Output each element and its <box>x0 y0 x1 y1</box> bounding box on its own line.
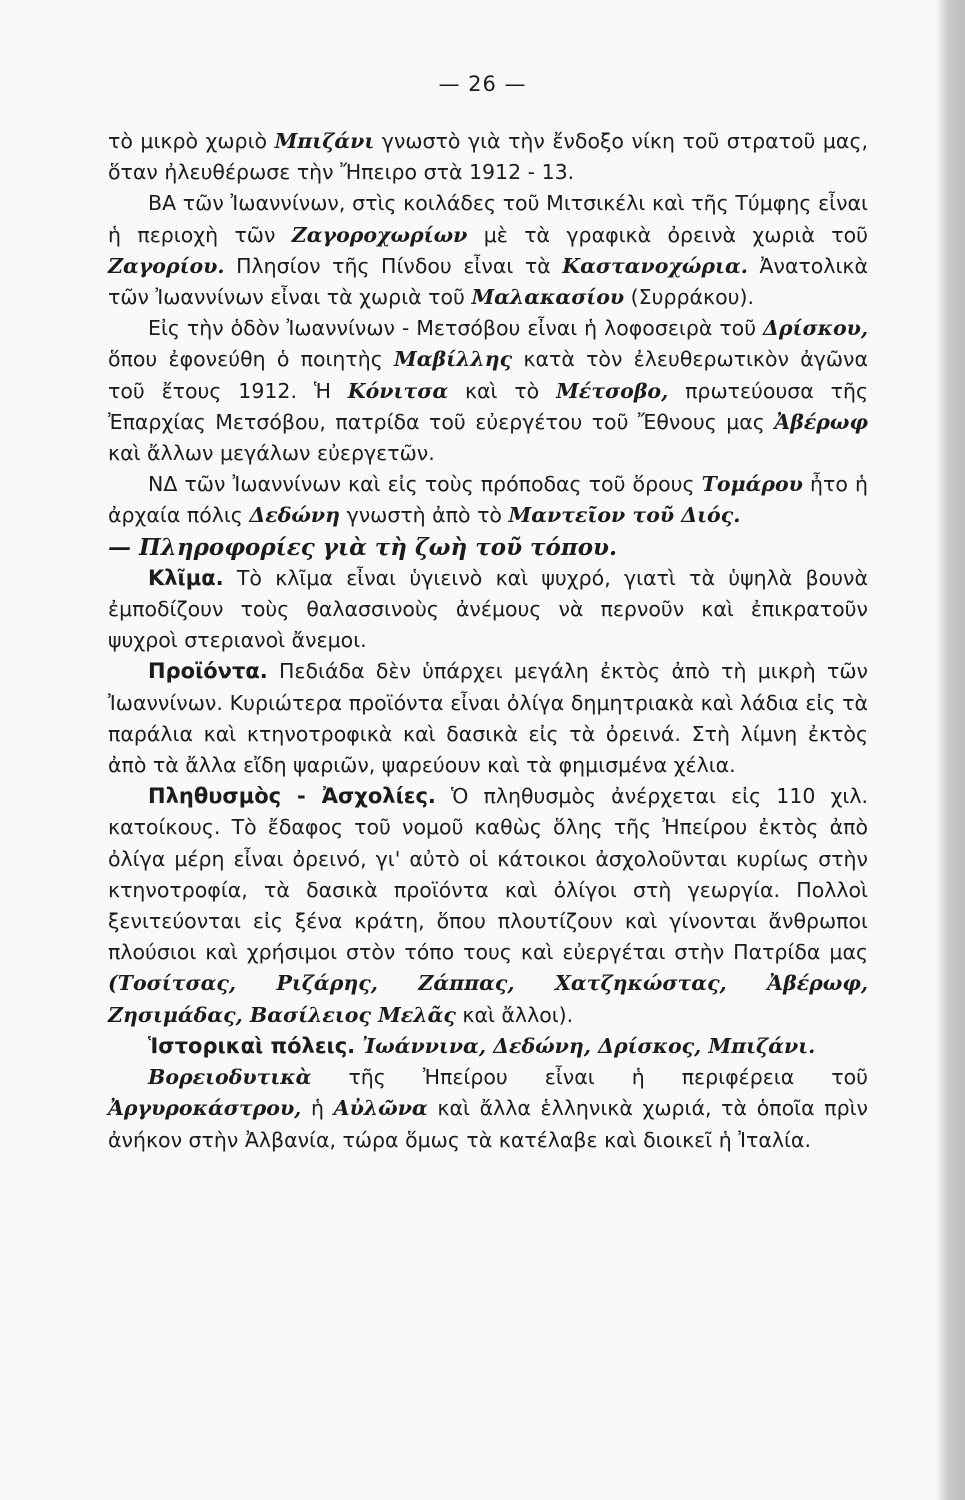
text-run: ΒΑ τῶν Ἰωαννίνων, στὶς κοιλάδες τοῦ Μιτσικέλι καὶ τῆς Τύμφης εἶναι ἡ περιοχὴ τῶν <box>108 191 868 247</box>
subheading: Πληθυσμὸς - Ἀσχολίες. <box>148 784 436 809</box>
text-run: πρωτεύουσα τῆς Ἐπαρχίας Μετσόβου, πατρίδα τοῦ εὐεργέτου τοῦ Ἔθνους μας <box>108 378 869 434</box>
paragraph-metsovo <box>108 313 868 469</box>
text-run: Τὸ κλῖμα εἶναι ὑγιεινὸ καὶ ψυχρό, γιατὶ τὰ ὑψηλὰ βουνὰ ἐμποδίζουν τοὺς θαλασσινοὺς ἀνέμους νὰ περνοῦν καὶ ἐπικρατοῦν ψυχροὶ στεριανοὶ ἄνεμοι. <box>108 565 868 653</box>
place-name: Ζαγοροχωρίων <box>291 222 468 247</box>
text-run: μὲ τὰ γραφικὰ ὀρεινὰ χωριὰ τοῦ <box>467 222 868 247</box>
text-run: τὸ μικρὸ χωριὸ <box>108 129 275 153</box>
text-run: καὶ ἄλλα ἑλληνικὰ χωριά, τὰ ὁποῖα πρὶν ἀνήκον στὴν Ἀλβανία, τώρα ὅμως τὰ κατέλαβε καὶ διοικεῖ ἡ Ἰταλία. <box>108 1096 869 1152</box>
paragraph-dodoni <box>108 469 868 531</box>
text-run: κατὰ τὸν ἐλευθερωτικὸν ἀγῶνα τοῦ ἔτους 1912. Ἡ <box>108 347 868 403</box>
person-names: (Τοσίτσας, Ριζάρης, Ζάππας, Χατζηκώστας, Ἀβέρωφ, Ζησιμάδας, Βασίλειος Μελᾶς <box>108 971 868 1027</box>
place-name: Καστανοχώρια. <box>562 253 748 278</box>
subheading: Κλῖμα. <box>148 565 224 590</box>
paragraph-zagori <box>108 188 868 313</box>
place-name: Μαλακασίου <box>471 285 625 310</box>
text-run: ἡ <box>301 1096 334 1121</box>
text-run: καὶ ἄλλων μεγάλων εὐεργετῶν. <box>108 441 435 466</box>
text-run: ΝΔ τῶν Ἰωαννίνων καὶ εἰς τοὺς πρόποδας τοῦ ὅρους <box>148 472 702 497</box>
text-run: καὶ τὸ <box>448 378 557 403</box>
paragraph-bizani <box>108 126 868 188</box>
place-name: Αὐλῶνα <box>333 1096 428 1121</box>
paragraph-products <box>108 656 868 781</box>
text-run: Εἰς τὴν ὁδὸν Ἰωαννίνων - Μετσόβου εἶναι ἡ λοφοσειρὰ τοῦ <box>148 316 764 341</box>
place-name: Μέτσοβο, <box>556 378 669 403</box>
place-names: Ἰωάννινα, Δεδώνη, Δρίσκος, Μπιζάνι. <box>355 1033 816 1058</box>
text-run: (Συρράκου). <box>624 285 755 310</box>
text-run: ἦτο ἡ ἀρχαία πόλις <box>108 472 868 528</box>
subheading: Προϊόντα. <box>148 659 268 684</box>
person-name: Ἀβέρωφ <box>774 409 868 434</box>
place-name: Μαντεῖον τοῦ Διός. <box>508 503 741 528</box>
person-name: Μαβίλλης <box>394 347 513 372</box>
page-number: — 26 — <box>438 72 527 96</box>
text-run: τῆς Ἠπείρου εἶναι ἡ περιφέρεια τοῦ <box>311 1065 868 1090</box>
page-edge-shadow <box>937 0 965 1500</box>
paragraph-climate <box>108 563 868 657</box>
text-run: ὅπου ἐφονεύθη ὁ ποιητὴς <box>108 347 395 372</box>
section-title: — Πληροφορίες γιὰ τὴ ζωὴ τοῦ τόπου. <box>108 533 618 561</box>
place-name: Ζαγορίου. <box>108 253 225 278</box>
body-text <box>108 126 868 1156</box>
text-run: καὶ ἄλλοι). <box>455 1002 574 1027</box>
text-run: Πεδιάδα δὲν ὑπάρχει μεγάλη ἐκτὸς ἀπὸ τὴ μικρὴ τῶν Ἰωαννίνων. Κυριώτερα προϊόντα εἶναι ὀλίγα δημητριακὰ καὶ λάδια εἰς τὰ παράλια καὶ κτηνοτροφικὰ καὶ δασικὰ εἰς τὰ ὀρεινά. Στὴ λίμνη ἐκτὸς ἀπὸ τὰ ἄλλα εἴδη ψαριῶν, ψαρεύουν καὶ τὰ φημισμένα χέλια. <box>108 659 868 778</box>
place-name: Βορειοδυτικὰ <box>148 1065 312 1090</box>
text-run: γνωστὴ ἀπὸ τὸ <box>340 503 509 528</box>
paragraph-northwest <box>108 1062 868 1156</box>
text-run: Ὁ πληθυσμὸς ἀνέρχεται εἰς 110 χιλ. κατοίκους. Τὸ ἔδαφος τοῦ νομοῦ καθὼς ὅλης τῆς Ἠπείρου ἐκτὸς ἀπὸ ὀλίγα μέρη εἶναι ὀρεινό, γι' αὐτὸ οἱ κάτοικοι ἀσχολοῦνται κυρίως στὴν κτηνοτροφία, τὰ δασικὰ προϊόντα καὶ ὀλίγοι στὴ γεωργία. Πολλοὶ ξενιτεύονται εἰς ξένα κράτη, ὅπου πλουτίζουν καὶ γίνονται ἄνθρωποι πλούσιοι καὶ χρήσιμοι στὸν τόπο τους καὶ εὐεργέται στὴν Πατρίδα μας <box>108 784 868 965</box>
place-name: Μπιζάνι <box>274 129 375 153</box>
place-name: Ἀργυροκάστρου, <box>108 1096 302 1121</box>
text-run: Πλησίον τῆς Πίνδου εἶναι τὰ <box>224 253 563 278</box>
subheading: Ἱστορικαὶ πόλεις. <box>148 1033 356 1058</box>
paragraph-historic-cities <box>108 1031 868 1062</box>
place-name: Δεδώνη <box>249 503 341 528</box>
place-name: Κόνιτσα <box>347 378 449 403</box>
text-run: Ἀνατολικὰ τῶν Ἰωαννίνων εἶναι τὰ χωριὰ τοῦ <box>108 253 868 310</box>
place-name: Δρίσκου, <box>763 316 868 341</box>
paragraph-population <box>108 781 868 1031</box>
text-run: γνωστὸ γιὰ τὴν ἔνδοξο νίκη τοῦ στρατοῦ μας, ὅταν ἠλευθέρωσε τὴν Ἤπειρο στὰ 1912 - 13. <box>108 129 868 185</box>
place-name: Τομάρου <box>701 472 803 497</box>
